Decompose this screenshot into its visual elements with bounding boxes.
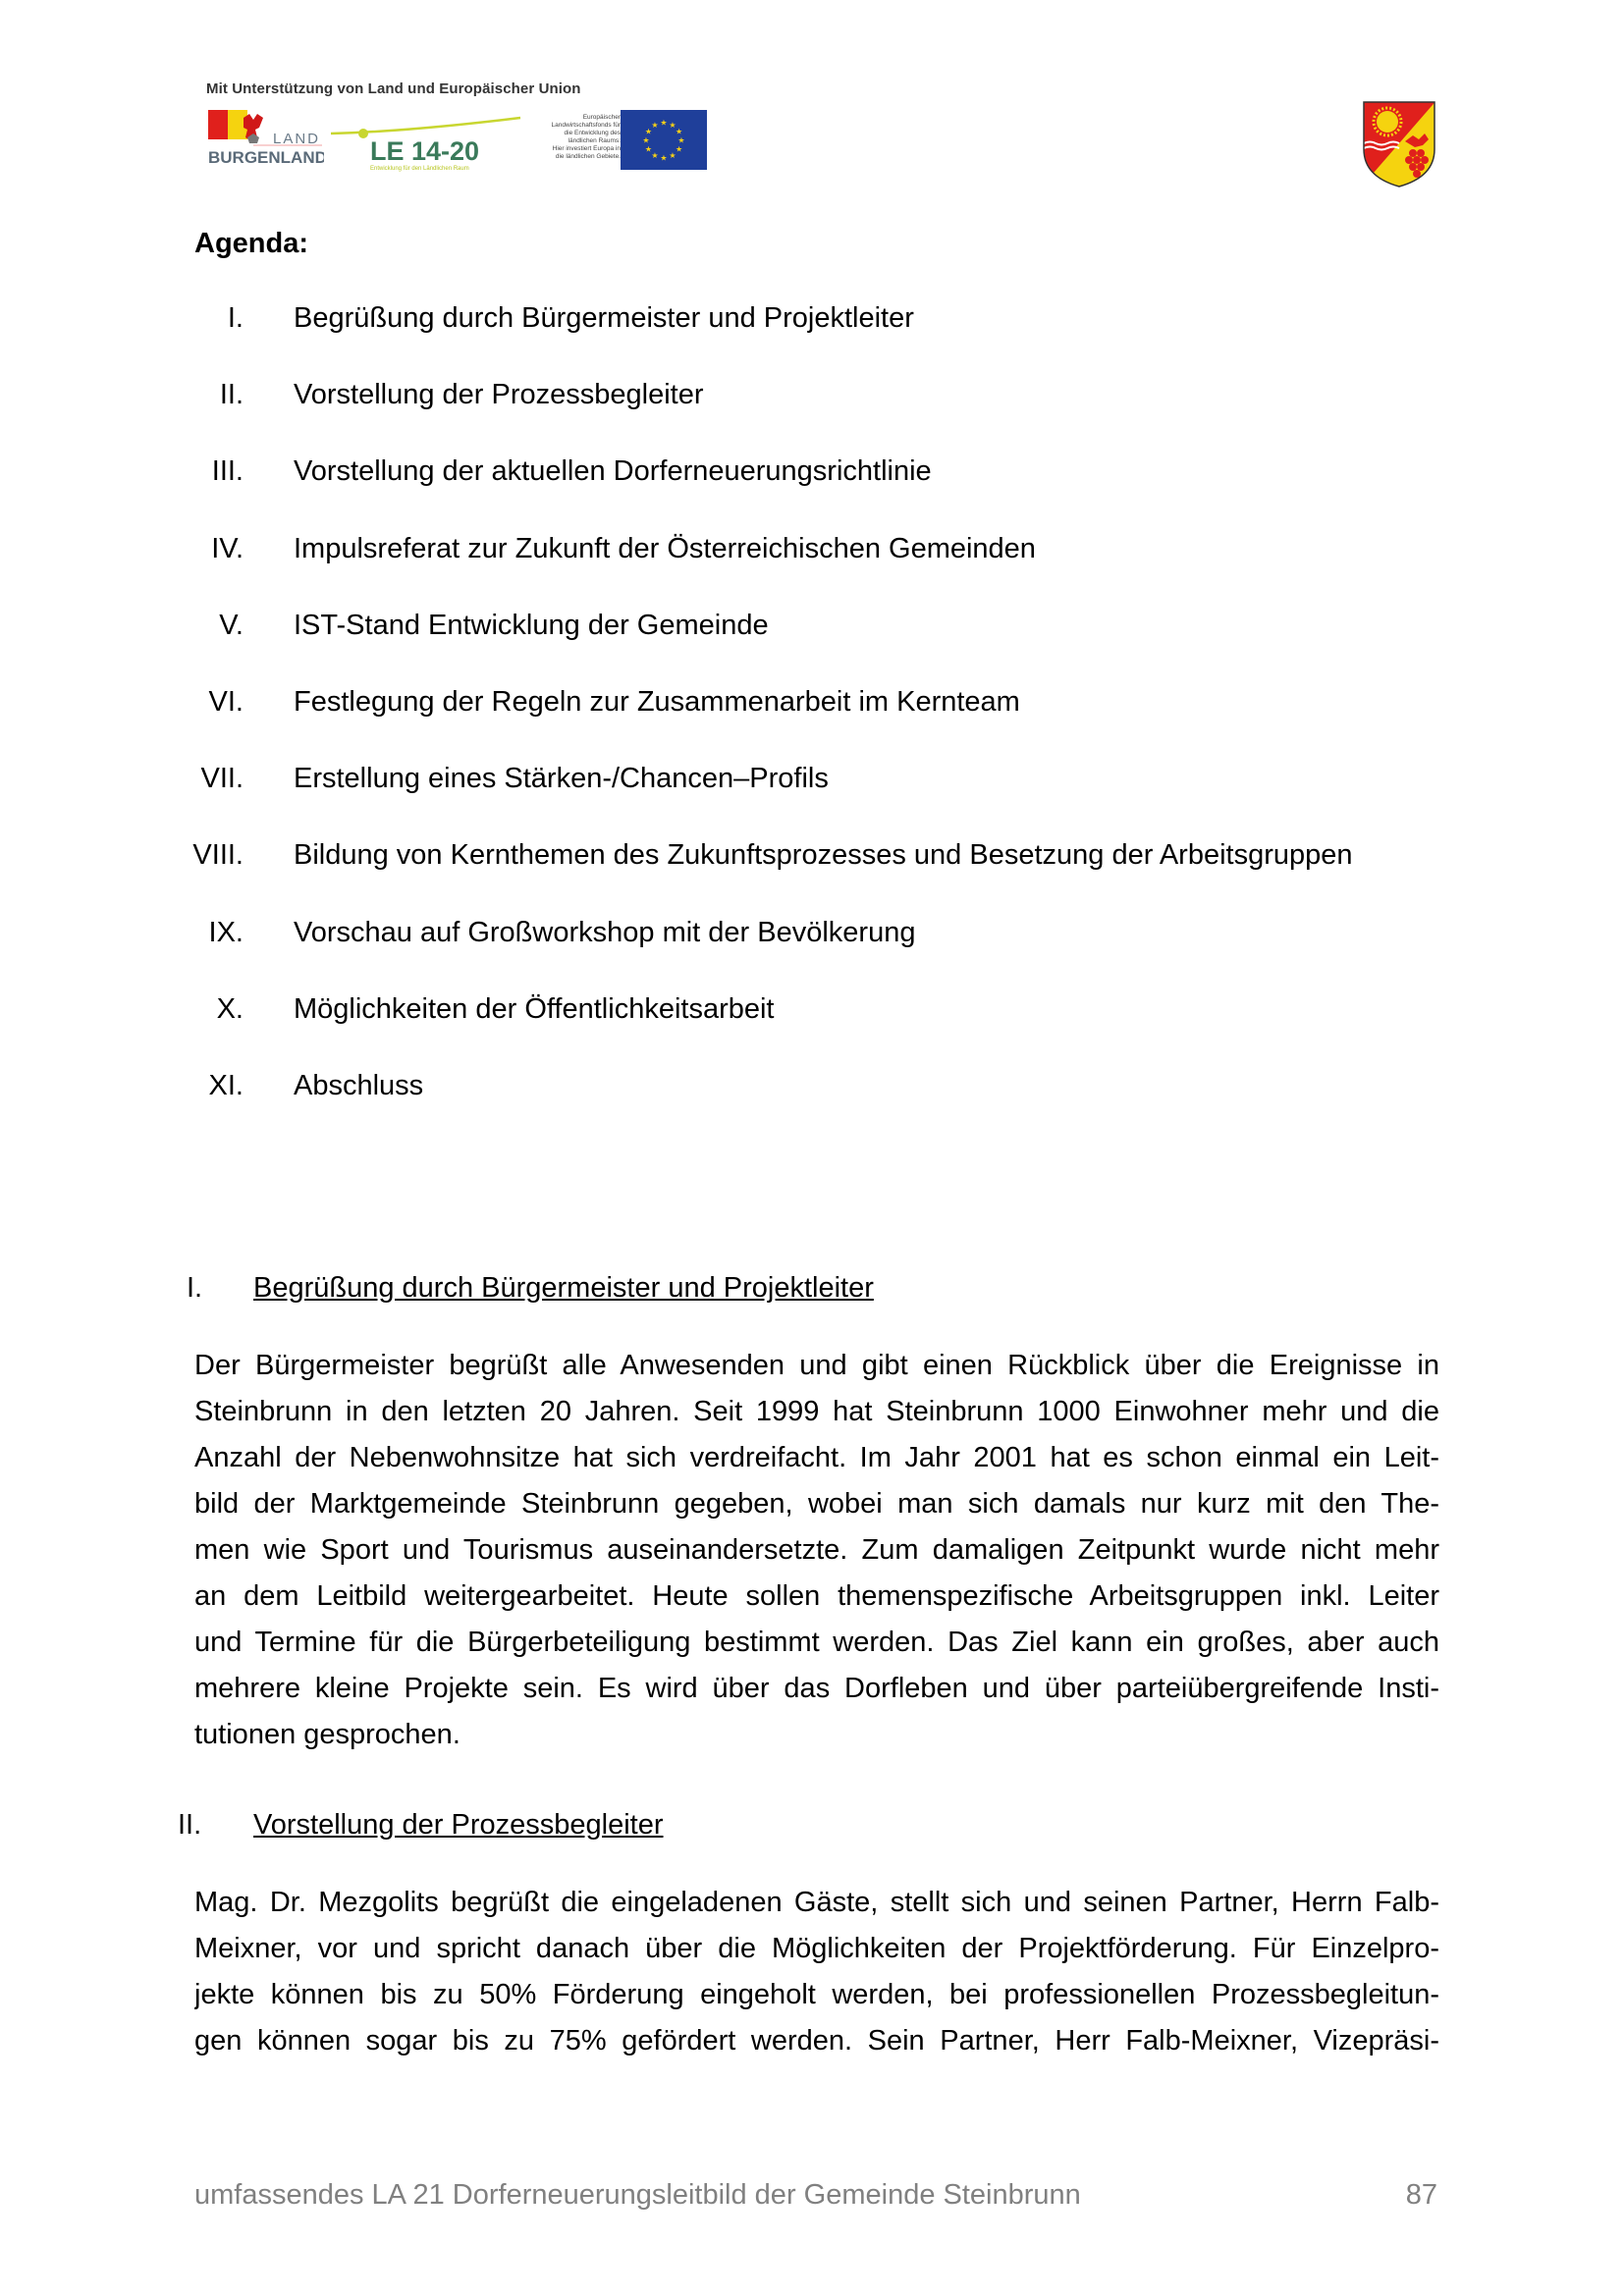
agenda-item-text: Erstellung eines Stärken-/Chancen–Profils bbox=[294, 763, 829, 795]
agenda-item-text: Vorschau auf Großworkshop mit der Bevölkerung bbox=[294, 916, 916, 948]
section-number: I. bbox=[187, 1272, 203, 1304]
eu-star-icon: ★ bbox=[677, 135, 685, 145]
footer-document-title: umfassendes LA 21 Dorferneuerungsleitbild der Gemeinde Steinbrunn bbox=[194, 2179, 1081, 2211]
agenda-item bbox=[0, 533, 1624, 610]
agenda-item bbox=[0, 455, 1624, 532]
agenda-item bbox=[0, 1070, 1624, 1147]
agenda-item-number: XI. bbox=[208, 1069, 244, 1101]
eu-star-icon: ★ bbox=[644, 144, 652, 154]
agenda-item bbox=[0, 763, 1624, 839]
land-burgenland-logo bbox=[206, 108, 324, 171]
svg-text:LE 14-20: LE 14-20 bbox=[370, 136, 480, 166]
agenda-item-text: Bildung von Kernthemen des Zukunftsprozesses und Besetzung der Arbeitsgruppen bbox=[294, 839, 1353, 872]
paragraph-line: Mag. Dr. Mezgolits begrüßt die eingeladenen Gäste, stellt sich und seinen Partner, Herrn Falb- bbox=[194, 1887, 1439, 1918]
eu-star-icon: ★ bbox=[642, 135, 650, 145]
paragraph-line: men wie Sport und Tourismus auseinandersetzte. Zum damaligen Zeitpunkt wurde nicht mehr bbox=[194, 1534, 1439, 1566]
paragraph-line: Meixner, vor und spricht danach über die Möglichkeiten der Projektförderung. Für Einzelpro- bbox=[194, 1933, 1439, 1964]
agenda-list bbox=[0, 302, 1624, 1147]
eu-star-icon: ★ bbox=[651, 151, 659, 161]
paragraph-line: jekte können bis zu 50% Förderung eingeholt werden, bei professionellen Prozessbegleitun- bbox=[194, 1979, 1439, 2010]
paragraph-line: Anzahl der Nebenwohnsitze hat sich verdreifacht. Im Jahr 2001 hat es schon einmal ein Leit- bbox=[194, 1442, 1439, 1473]
agenda-item-text: Vorstellung der aktuellen Dorferneuerungsrichtlinie bbox=[294, 455, 932, 488]
paragraph-line: tutionen gesprochen. bbox=[194, 1719, 460, 1750]
agenda-item-text: Vorstellung der Prozessbegleiter bbox=[294, 379, 704, 411]
burgenland-eagle-icon bbox=[206, 108, 324, 171]
agenda-item bbox=[0, 993, 1624, 1070]
eu-star-icon: ★ bbox=[651, 120, 659, 130]
paragraph-line: und Termine für die Bürgerbeteiligung bestimmt werden. Das Ziel kann ein großes, aber auch bbox=[194, 1627, 1439, 1658]
eu-flag-icon bbox=[621, 110, 707, 170]
agenda-item bbox=[0, 302, 1624, 379]
eu-star-icon: ★ bbox=[660, 153, 668, 163]
section-title: Begrüßung durch Bürgermeister und Projektleiter bbox=[253, 1272, 874, 1304]
eu-star-icon: ★ bbox=[669, 120, 677, 130]
eu-star-icon: ★ bbox=[669, 151, 677, 161]
section-paragraph bbox=[194, 1343, 1439, 1758]
agenda-item bbox=[0, 839, 1624, 916]
agenda-item-text: Abschluss bbox=[294, 1069, 424, 1101]
section-title: Vorstellung der Prozessbegleiter bbox=[253, 1809, 664, 1841]
steinbrunn-coat-of-arms-icon bbox=[1360, 98, 1438, 188]
paragraph-line: bild der Marktgemeinde Steinbrunn gegeben, wobei man sich damals nur kurz mit den The- bbox=[194, 1488, 1439, 1520]
paragraph-line: Der Bürgermeister begrüßt alle Anwesenden und gibt einen Rückblick über die Ereignisse in bbox=[194, 1350, 1439, 1381]
agenda-item-number: X. bbox=[216, 992, 244, 1025]
le-logo-graphic bbox=[329, 110, 525, 173]
agenda-item-number: IX. bbox=[208, 916, 244, 948]
section-number: II. bbox=[178, 1809, 202, 1841]
support-caption: Mit Unterstützung von Land und Europäischer Union bbox=[206, 80, 581, 97]
svg-text:LAND: LAND bbox=[272, 131, 320, 147]
eu-star-icon: ★ bbox=[644, 127, 652, 136]
agenda-item bbox=[0, 686, 1624, 763]
agenda-item-number: VII. bbox=[200, 763, 244, 795]
svg-text:BURGENLAND: BURGENLAND bbox=[208, 148, 324, 167]
agenda-item-text: IST-Stand Entwicklung der Gemeinde bbox=[294, 609, 769, 641]
agenda-item-number: IV. bbox=[211, 532, 244, 564]
agenda-item bbox=[0, 917, 1624, 993]
section-paragraph bbox=[194, 1880, 1439, 2064]
eu-star-icon: ★ bbox=[676, 144, 683, 154]
le-14-20-logo bbox=[329, 110, 525, 173]
agenda-item-text: Festlegung der Regeln zur Zusammenarbeit im Kernteam bbox=[294, 685, 1020, 718]
agenda-item-number: II. bbox=[219, 379, 244, 411]
agenda-item-number: VI. bbox=[208, 685, 244, 718]
eu-star-icon: ★ bbox=[660, 118, 668, 128]
agenda-item bbox=[0, 610, 1624, 686]
agenda-item-number: V. bbox=[219, 609, 244, 641]
paragraph-line: Steinbrunn in den letzten 20 Jahren. Seit 1999 hat Steinbrunn 1000 Einwohner mehr und die bbox=[194, 1396, 1439, 1427]
page-number: 87 bbox=[1405, 2179, 1437, 2211]
agenda-item-text: Möglichkeiten der Öffentlichkeitsarbeit bbox=[294, 992, 775, 1025]
paragraph-line: an dem Leitbild weitergearbeitet. Heute sollen themenspezifische Arbeitsgruppen inkl. Leiter bbox=[194, 1580, 1439, 1612]
agenda-item-number: I. bbox=[227, 302, 244, 334]
agenda-heading: Agenda: bbox=[194, 228, 308, 259]
agenda-item-number: VIII. bbox=[192, 839, 244, 872]
agenda-item-number: III. bbox=[211, 455, 244, 488]
agenda-item-text: Begrüßung durch Bürgermeister und Projektleiter bbox=[294, 302, 914, 334]
eu-fund-text: Europäischer Landwirtschaftsfonds für die Entwicklung des ländlichen Raums: Hier investiert Europa in die ländlichen Gebiete. bbox=[551, 114, 621, 160]
paragraph-line: mehrere kleine Projekte sein. Es wird über das Dorfleben und über parteiübergreifende Insti- bbox=[194, 1673, 1439, 1704]
agenda-item-text: Impulsreferat zur Zukunft der Österreichischen Gemeinden bbox=[294, 532, 1036, 564]
paragraph-line: gen können sogar bis zu 75% gefördert werden. Sein Partner, Herr Falb-Meixner, Vizepräsi- bbox=[194, 2025, 1439, 2056]
svg-text:Entwicklung für den Ländlichen: Entwicklung für den Ländlichen Raum bbox=[370, 166, 469, 172]
agenda-item bbox=[0, 379, 1624, 455]
eu-star-icon: ★ bbox=[676, 127, 683, 136]
